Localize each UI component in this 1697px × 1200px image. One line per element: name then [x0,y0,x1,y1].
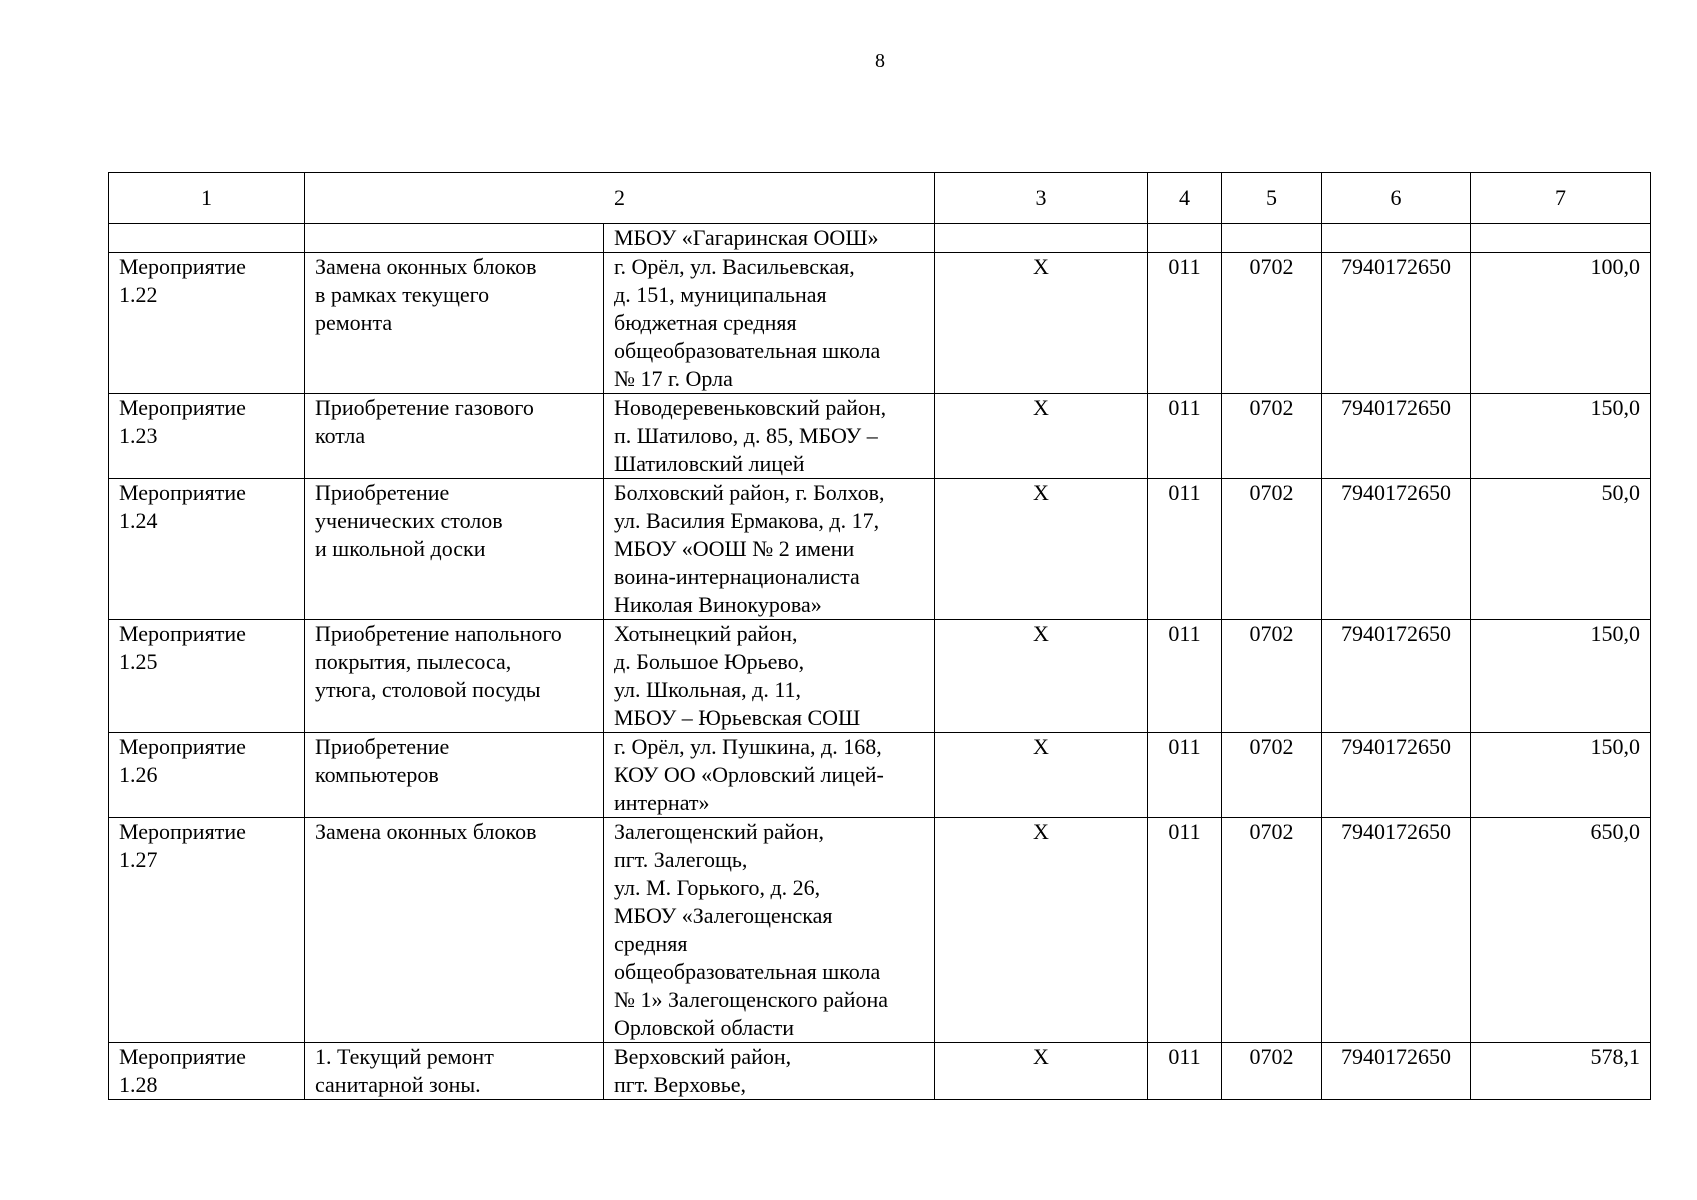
measure-address: г. Орёл, ул. Васильевская, д. 151, муниципальная бюджетная средняя общеобразовательная школа № 17 г. Орла [604,253,935,394]
col4-value: 011 [1148,620,1222,733]
measure-id: Мероприятие 1.22 [109,253,305,394]
col6-value: 7940172650 [1322,818,1471,1043]
measure-id: Мероприятие 1.23 [109,394,305,479]
header-cell-1: 1 [109,173,305,224]
col7-value: 150,0 [1471,394,1651,479]
col5-value: 0702 [1222,733,1322,818]
header-cell-5: 5 [1222,173,1322,224]
measure-id: Мероприятие 1.25 [109,620,305,733]
col5-value: 0702 [1222,818,1322,1043]
measure-name: Приобретение напольного покрытия, пылесоса, утюга, столовой посуды [305,620,604,733]
measure-address: Хотынецкий район, д. Большое Юрьево, ул. Школьная, д. 11, МБОУ – Юрьевская СОШ [604,620,935,733]
header-cell-4: 4 [1148,173,1222,224]
table-row [109,1043,1651,1100]
table-row [109,253,1651,394]
page-number: 8 [875,50,885,72]
measure-name: Замена оконных блоков в рамках текущего ремонта [305,253,604,394]
header-cell-7: 7 [1471,173,1651,224]
col3-value: X [935,818,1148,1043]
header-cell-6: 6 [1322,173,1471,224]
table-row [109,620,1651,733]
header-cell-3: 3 [935,173,1148,224]
col7-value: 578,1 [1471,1043,1651,1100]
col3-value: X [935,1043,1148,1100]
col3-value: X [935,479,1148,620]
measure-address: Верховский район, пгт. Верховье, [604,1043,935,1100]
measure-name: Приобретение компьютеров [305,733,604,818]
measure-address: г. Орёл, ул. Пушкина, д. 168, КОУ ОО «Орловский лицей- интернат» [604,733,935,818]
measure-name: Приобретение ученических столов и школьной доски [305,479,604,620]
col7-value: 50,0 [1471,479,1651,620]
measure-name: Приобретение газового котла [305,394,604,479]
col5-value: 0702 [1222,620,1322,733]
col5-value: 0702 [1222,253,1322,394]
col5-value: 0702 [1222,1043,1322,1100]
col4-value: 011 [1148,394,1222,479]
col6-value: 7940172650 [1322,253,1471,394]
col7-value: 150,0 [1471,733,1651,818]
col7-value: 650,0 [1471,818,1651,1043]
table-row [109,479,1651,620]
col6-value: 7940172650 [1322,1043,1471,1100]
measure-id: Мероприятие 1.28 [109,1043,305,1100]
table-row [109,818,1651,1043]
continuation-row [109,224,1651,253]
col6-value: 7940172650 [1322,620,1471,733]
col4-value: 011 [1148,479,1222,620]
table-row [109,394,1651,479]
col6-value: 7940172650 [1322,733,1471,818]
measure-name: Замена оконных блоков [305,818,604,1043]
col7-value: 150,0 [1471,620,1651,733]
measure-id: Мероприятие 1.26 [109,733,305,818]
measure-name: 1. Текущий ремонт санитарной зоны. [305,1043,604,1100]
col4-value: 011 [1148,1043,1222,1100]
col6-value: 7940172650 [1322,394,1471,479]
col4-value: 011 [1148,733,1222,818]
header-cell-2: 2 [305,173,935,224]
col4-value: 011 [1148,818,1222,1043]
col5-value: 0702 [1222,479,1322,620]
col3-value: X [935,733,1148,818]
col3-value: X [935,253,1148,394]
measure-id: Мероприятие 1.27 [109,818,305,1043]
col3-value: X [935,394,1148,479]
measure-address: Залегощенский район, пгт. Залегощь, ул. М. Горького, д. 26, МБОУ «Залегощенская средняя общеобразовательная школа № 1» Залегощенского района Орловской области [604,818,935,1043]
col4-value: 011 [1148,253,1222,394]
continuation-address: МБОУ «Гагаринская ООШ» [604,224,935,253]
measure-address: Болховский район, г. Болхов, ул. Василия Ермакова, д. 17, МБОУ «ООШ № 2 имени воина-интернационалиста Николая Винокурова» [604,479,935,620]
measures-table [108,172,1651,1100]
table-row [109,733,1651,818]
col6-value: 7940172650 [1322,479,1471,620]
measure-id: Мероприятие 1.24 [109,479,305,620]
col3-value: X [935,620,1148,733]
measure-address: Новодеревеньковский район, п. Шатилово, д. 85, МБОУ – Шатиловский лицей [604,394,935,479]
col5-value: 0702 [1222,394,1322,479]
table-header-row [109,173,1651,224]
col7-value: 100,0 [1471,253,1651,394]
